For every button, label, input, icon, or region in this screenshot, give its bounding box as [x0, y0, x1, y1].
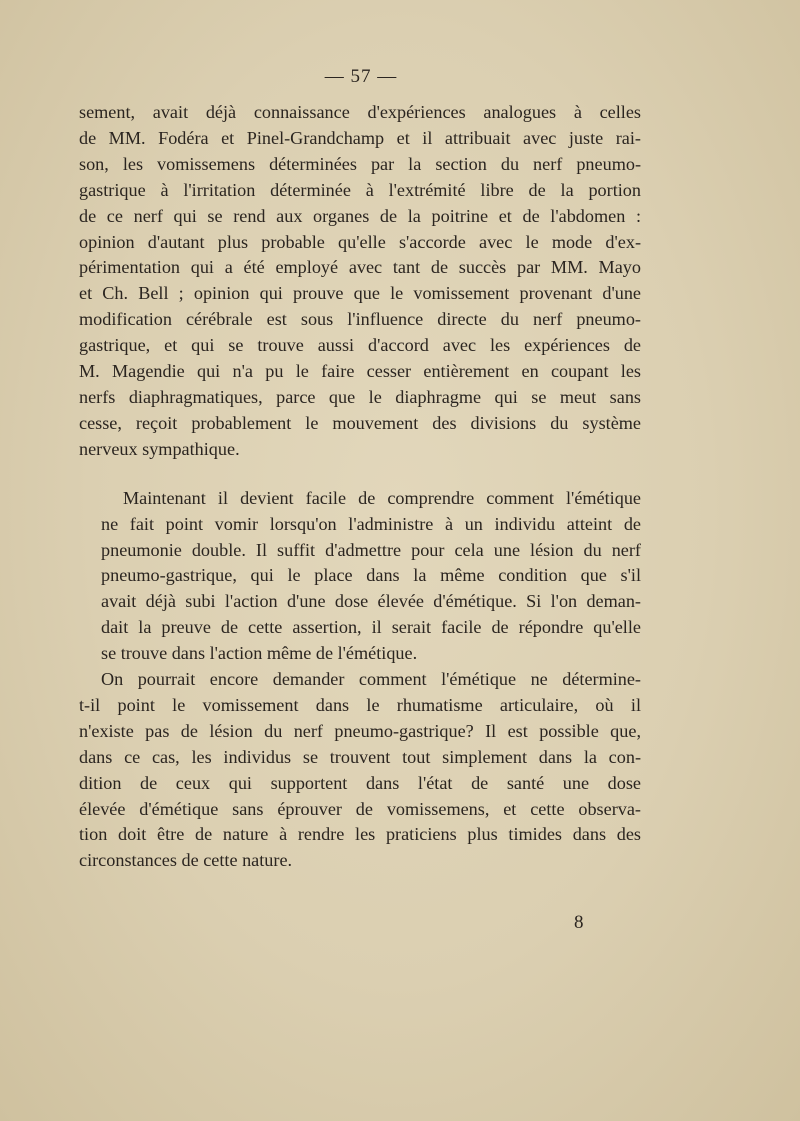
text-line: de MM. Fodéra et Pinel-Grandchamp et il attribuait avec juste rai- [79, 127, 641, 148]
text-line: élevée d'émétique sans éprouver de vomissemens, et cette observa- [79, 798, 641, 819]
text-line: périmentation qui a été employé avec tant de succès par MM. Mayo [79, 257, 641, 278]
signature-mark: 8 [574, 912, 584, 933]
text-line: pneumonie double. Il suffit d'admettre pour cela une lésion du nerf [101, 539, 641, 560]
text-line: de ce nerf qui se rend aux organes de la poitrine et de l'abdomen : [79, 205, 641, 226]
paragraph-2 [79, 486, 641, 667]
text-line: ne fait point vomir lorsqu'on l'administre à un individu atteint de [101, 513, 641, 534]
paragraph-3 [79, 667, 641, 874]
text-line: se trouve dans l'action même de l'émétique. [101, 643, 418, 664]
text-line: nerfs diaphragmatiques, parce que le diaphragme qui se meut sans [79, 386, 641, 407]
text-line: avait déjà subi l'action d'une dose élevée d'émétique. Si l'on deman- [101, 591, 641, 612]
text-line: gastrique, et qui se trouve aussi d'accord avec les expériences de [79, 335, 641, 356]
body-text [79, 100, 641, 874]
text-line: nerveux sympathique. [79, 438, 240, 459]
text-line: opinion d'autant plus probable qu'elle s'accorde avec le mode d'ex- [79, 231, 641, 252]
paragraph-1 [79, 100, 641, 463]
text-line: gastrique à l'irritation déterminée à l'extrémité libre de la portion [79, 179, 641, 200]
text-line: Maintenant il devient facile de comprendre comment l'émétique [123, 487, 641, 508]
text-line: On pourrait encore demander comment l'émétique ne détermine- [101, 669, 641, 690]
text-line: dans ce cas, les individus se trouvent tout simplement dans la con- [79, 746, 641, 767]
text-line: sement, avait déjà connaissance d'expériences analogues à celles [79, 102, 641, 122]
page-number-header: — 57 — [324, 66, 398, 87]
text-line: circonstances de cette nature. [79, 850, 293, 871]
text-line: pneumo-gastrique, qui le place dans la même condition que s'il [101, 565, 641, 586]
text-line: et Ch. Bell ; opinion qui prouve que le vomissement provenant d'une [79, 283, 641, 304]
text-line: n'existe pas de lésion du nerf pneumo-gastrique? Il est possible que, [79, 720, 641, 741]
text-line: dait la preuve de cette assertion, il serait facile de répondre qu'elle [101, 617, 641, 638]
text-line: t-il point le vomissement dans le rhumatisme articulaire, où il [79, 694, 641, 715]
text-line: son, les vomissemens déterminées par la section du nerf pneumo- [79, 153, 641, 174]
text-line: M. Magendie qui n'a pu le faire cesser entièrement en coupant les [79, 361, 641, 382]
text-line: dition de ceux qui supportent dans l'état de santé une dose [79, 772, 641, 793]
text-line: tion doit être de nature à rendre les praticiens plus timides dans des [79, 824, 641, 845]
text-line: cesse, reçoit probablement le mouvement des divisions du système [79, 412, 641, 433]
text-line: modification cérébrale est sous l'influence directe du nerf pneumo- [79, 309, 641, 330]
